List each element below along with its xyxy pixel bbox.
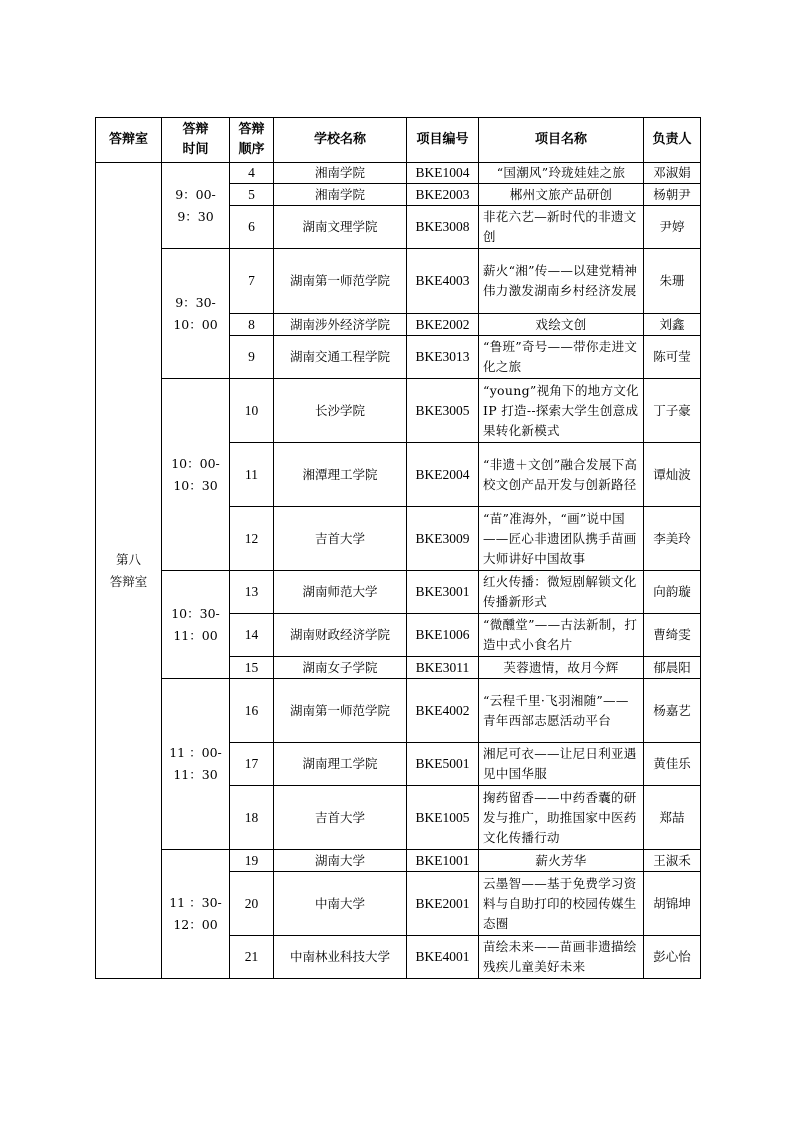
school-cell: 中南大学	[274, 872, 407, 936]
header-order	[230, 118, 274, 163]
order-cell: 20	[230, 872, 274, 936]
order-cell: 6	[230, 206, 274, 249]
order-cell: 12	[230, 507, 274, 571]
order-cell: 15	[230, 657, 274, 679]
time-slot-cell	[162, 850, 230, 979]
leader-cell: 刘鑫	[644, 314, 701, 336]
code-cell: BKE4002	[407, 679, 479, 743]
code-cell: BKE3011	[407, 657, 479, 679]
school-cell: 湖南师范大学	[274, 571, 407, 614]
project-cell: “非遗＋文创”融合发展下高校文创产品开发与创新路径	[479, 443, 644, 507]
time-start: 11 ：00-	[169, 745, 222, 760]
leader-cell: 朱珊	[644, 249, 701, 314]
school-cell: 湖南财政经济学院	[274, 614, 407, 657]
school-cell: 湖南女子学院	[274, 657, 407, 679]
code-cell: BKE4001	[407, 936, 479, 979]
time-start: 10：00-	[171, 455, 220, 471]
school-cell: 湘潭理工学院	[274, 443, 407, 507]
leader-cell: 陈可莹	[644, 336, 701, 379]
time-start: 9：00-	[175, 186, 216, 202]
header-time	[162, 118, 230, 163]
code-cell: BKE3013	[407, 336, 479, 379]
school-cell: 湖南文理学院	[274, 206, 407, 249]
time-start: 10：30-	[171, 605, 220, 621]
leader-cell: 郑喆	[644, 786, 701, 850]
leader-cell: 杨嘉艺	[644, 679, 701, 743]
project-cell: 掬药留香——中药香囊的研发与推广，助推国家中医药文化传播行动	[479, 786, 644, 850]
header-code: 项目编号	[407, 118, 479, 163]
project-cell: “微醺堂”——古法新制，打造中式小食名片	[479, 614, 644, 657]
code-cell: BKE2001	[407, 872, 479, 936]
order-cell: 4	[230, 163, 274, 184]
leader-cell: 彭心怡	[644, 936, 701, 979]
leader-cell: 黄佳乐	[644, 743, 701, 786]
time-slot-cell	[162, 163, 230, 249]
schedule-table	[95, 117, 701, 979]
time-end: 10：00	[173, 316, 218, 332]
order-cell: 17	[230, 743, 274, 786]
room-line2: 答辩室	[109, 573, 148, 589]
time-slot-cell	[162, 379, 230, 571]
header-room: 答辩室	[96, 118, 162, 163]
project-cell: “苗”准海外，“画”说中国——匠心非遗团队携手苗画大师讲好中国故事	[479, 507, 644, 571]
order-cell: 19	[230, 850, 274, 872]
project-cell: “young”视角下的地方文化 IP 打造--探索大学生创意成果转化新模式	[479, 379, 644, 443]
table-row	[96, 679, 701, 743]
school-cell: 湖南第一师范学院	[274, 249, 407, 314]
order-cell: 21	[230, 936, 274, 979]
school-cell: 湖南涉外经济学院	[274, 314, 407, 336]
school-cell: 湖南第一师范学院	[274, 679, 407, 743]
project-cell: 薪火芳华	[479, 850, 644, 872]
project-cell: “鲁班”奇号——带你走进文化之旅	[479, 336, 644, 379]
code-cell: BKE1006	[407, 614, 479, 657]
leader-cell: 胡锦坤	[644, 872, 701, 936]
table-row	[96, 163, 701, 184]
leader-cell: 丁子豪	[644, 379, 701, 443]
school-cell: 中南林业科技大学	[274, 936, 407, 979]
order-cell: 7	[230, 249, 274, 314]
code-cell: BKE1001	[407, 850, 479, 872]
project-cell: “云程千里·飞羽湘随”——青年西部志愿活动平台	[479, 679, 644, 743]
school-cell: 湖南大学	[274, 850, 407, 872]
school-cell: 长沙学院	[274, 379, 407, 443]
school-cell: 湘南学院	[274, 163, 407, 184]
time-end: 10：30	[173, 477, 218, 493]
header-project: 项目名称	[479, 118, 644, 163]
time-start: 11 ：30-	[169, 895, 222, 910]
leader-cell: 曹绮雯	[644, 614, 701, 657]
room-cell	[96, 163, 162, 979]
order-cell: 14	[230, 614, 274, 657]
code-cell: BKE2004	[407, 443, 479, 507]
leader-cell: 李美玲	[644, 507, 701, 571]
time-end: 11：00	[173, 627, 218, 643]
table-row	[96, 249, 701, 314]
table-row	[96, 571, 701, 614]
leader-cell: 杨朝尹	[644, 184, 701, 206]
time-start: 9：30-	[175, 294, 216, 310]
code-cell: BKE2002	[407, 314, 479, 336]
school-cell: 湖南理工学院	[274, 743, 407, 786]
school-cell: 湘南学院	[274, 184, 407, 206]
project-cell: 苗绘未来——苗画非遗描绘残疾儿童美好未来	[479, 936, 644, 979]
leader-cell: 谭灿波	[644, 443, 701, 507]
code-cell: BKE3005	[407, 379, 479, 443]
code-cell: BKE1004	[407, 163, 479, 184]
header-row	[96, 118, 701, 163]
school-cell: 吉首大学	[274, 507, 407, 571]
table-row	[96, 850, 701, 872]
leader-cell: 尹婷	[644, 206, 701, 249]
code-cell: BKE3008	[407, 206, 479, 249]
order-cell: 9	[230, 336, 274, 379]
time-slot-cell	[162, 679, 230, 850]
code-cell: BKE5001	[407, 743, 479, 786]
order-cell: 10	[230, 379, 274, 443]
project-cell: “国潮风”玲珑娃娃之旅	[479, 163, 644, 184]
project-cell: 戏绘文创	[479, 314, 644, 336]
header-time-line2: 时间	[182, 142, 209, 157]
code-cell: BKE4003	[407, 249, 479, 314]
order-cell: 5	[230, 184, 274, 206]
time-slot-cell	[162, 571, 230, 679]
header-order-line2: 顺序	[238, 142, 265, 157]
school-cell: 湖南交通工程学院	[274, 336, 407, 379]
time-end: 11：30	[173, 767, 218, 782]
school-cell: 吉首大学	[274, 786, 407, 850]
order-cell: 11	[230, 443, 274, 507]
table-row	[96, 379, 701, 443]
code-cell: BKE3009	[407, 507, 479, 571]
header-school: 学校名称	[274, 118, 407, 163]
project-cell: 郴州文旅产品研创	[479, 184, 644, 206]
header-leader: 负责人	[644, 118, 701, 163]
leader-cell: 郁晨阳	[644, 657, 701, 679]
leader-cell: 邓淑娟	[644, 163, 701, 184]
header-order-line1: 答辩	[238, 122, 265, 137]
room-line1: 第八	[115, 551, 141, 567]
time-end: 9：30	[177, 208, 214, 224]
project-cell: 非花六艺—新时代的非遗文创	[479, 206, 644, 249]
project-cell: 芙蓉遗情，故月今辉	[479, 657, 644, 679]
project-cell: 云墨智——基于免费学习资料与自助打印的校园传媒生态圈	[479, 872, 644, 936]
order-cell: 18	[230, 786, 274, 850]
order-cell: 16	[230, 679, 274, 743]
header-time-line1: 答辩	[182, 122, 209, 137]
code-cell: BKE2003	[407, 184, 479, 206]
time-end: 12：00	[173, 917, 218, 932]
order-cell: 8	[230, 314, 274, 336]
order-cell: 13	[230, 571, 274, 614]
code-cell: BKE1005	[407, 786, 479, 850]
leader-cell: 王淑禾	[644, 850, 701, 872]
project-cell: 薪火“湘”传——以建党精神伟力激发湖南乡村经济发展	[479, 249, 644, 314]
time-slot-cell	[162, 249, 230, 379]
project-cell: 湘尼可衣——让尼日利亚遇见中国华服	[479, 743, 644, 786]
project-cell: 红火传播：微短剧解锁文化传播新形式	[479, 571, 644, 614]
code-cell: BKE3001	[407, 571, 479, 614]
leader-cell: 向韵璇	[644, 571, 701, 614]
